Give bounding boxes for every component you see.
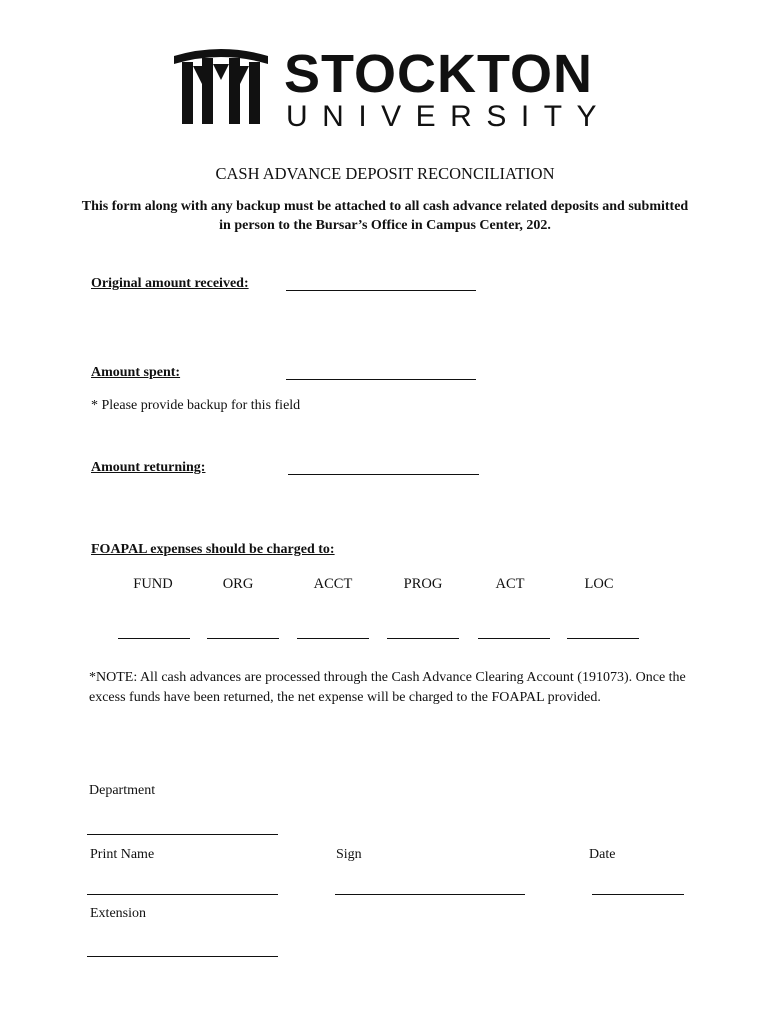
sign-label: Sign: [336, 847, 362, 862]
foapal-col-act: ACT: [495, 576, 525, 592]
foapal-col-prog: PROG: [403, 576, 443, 592]
print-name-label: Print Name: [90, 847, 155, 862]
form-title: CASH ADVANCE DEPOSIT RECONCILIATION: [215, 164, 555, 183]
extension-field[interactable]: [87, 956, 278, 957]
clearing-account-note: *NOTE: All cash advances are processed through the Cash Advance Clearing Account (191073). Once the excess funds have been returned, the net expense will be charged to the FOAPAL provided.: [89, 670, 686, 705]
print-name-field[interactable]: [87, 894, 278, 895]
date-label: Date: [589, 847, 616, 862]
foapal-acct-field[interactable]: [297, 638, 369, 639]
original-amount-label: Original amount received:: [91, 276, 249, 291]
foapal-org-field[interactable]: [207, 638, 279, 639]
extension-label: Extension: [90, 906, 146, 921]
foapal-heading: FOAPAL expenses should be charged to:: [91, 542, 335, 557]
department-field[interactable]: [87, 834, 278, 835]
amount-spent-field[interactable]: [286, 379, 476, 380]
original-amount-field[interactable]: [286, 290, 476, 291]
foapal-col-org: ORG: [222, 576, 254, 592]
foapal-col-acct: ACCT: [313, 576, 353, 592]
amount-returning-label: Amount returning:: [91, 460, 206, 475]
amount-returning-field[interactable]: [288, 474, 479, 475]
date-field[interactable]: [592, 894, 684, 895]
backup-note: * Please provide backup for this field: [91, 398, 301, 413]
amount-spent-label: Amount spent:: [91, 365, 181, 380]
foapal-col-fund: FUND: [133, 576, 173, 592]
foapal-loc-field[interactable]: [567, 638, 639, 639]
foapal-act-field[interactable]: [478, 638, 550, 639]
department-label: Department: [89, 783, 156, 798]
foapal-fund-field[interactable]: [118, 638, 190, 639]
foapal-col-loc: LOC: [584, 576, 614, 592]
foapal-prog-field[interactable]: [387, 638, 459, 639]
sign-field[interactable]: [335, 894, 525, 895]
logo-wordmark: STOCKTON: [284, 44, 594, 104]
university-logo-mark: [172, 44, 270, 128]
form-intro: This form along with any backup must be attached to all cash advance related deposits and submitted in person to the Bursar’s Office in Campus Center, 202.: [81, 199, 689, 233]
logo-subtitle: UNIVERSITY: [286, 100, 612, 133]
